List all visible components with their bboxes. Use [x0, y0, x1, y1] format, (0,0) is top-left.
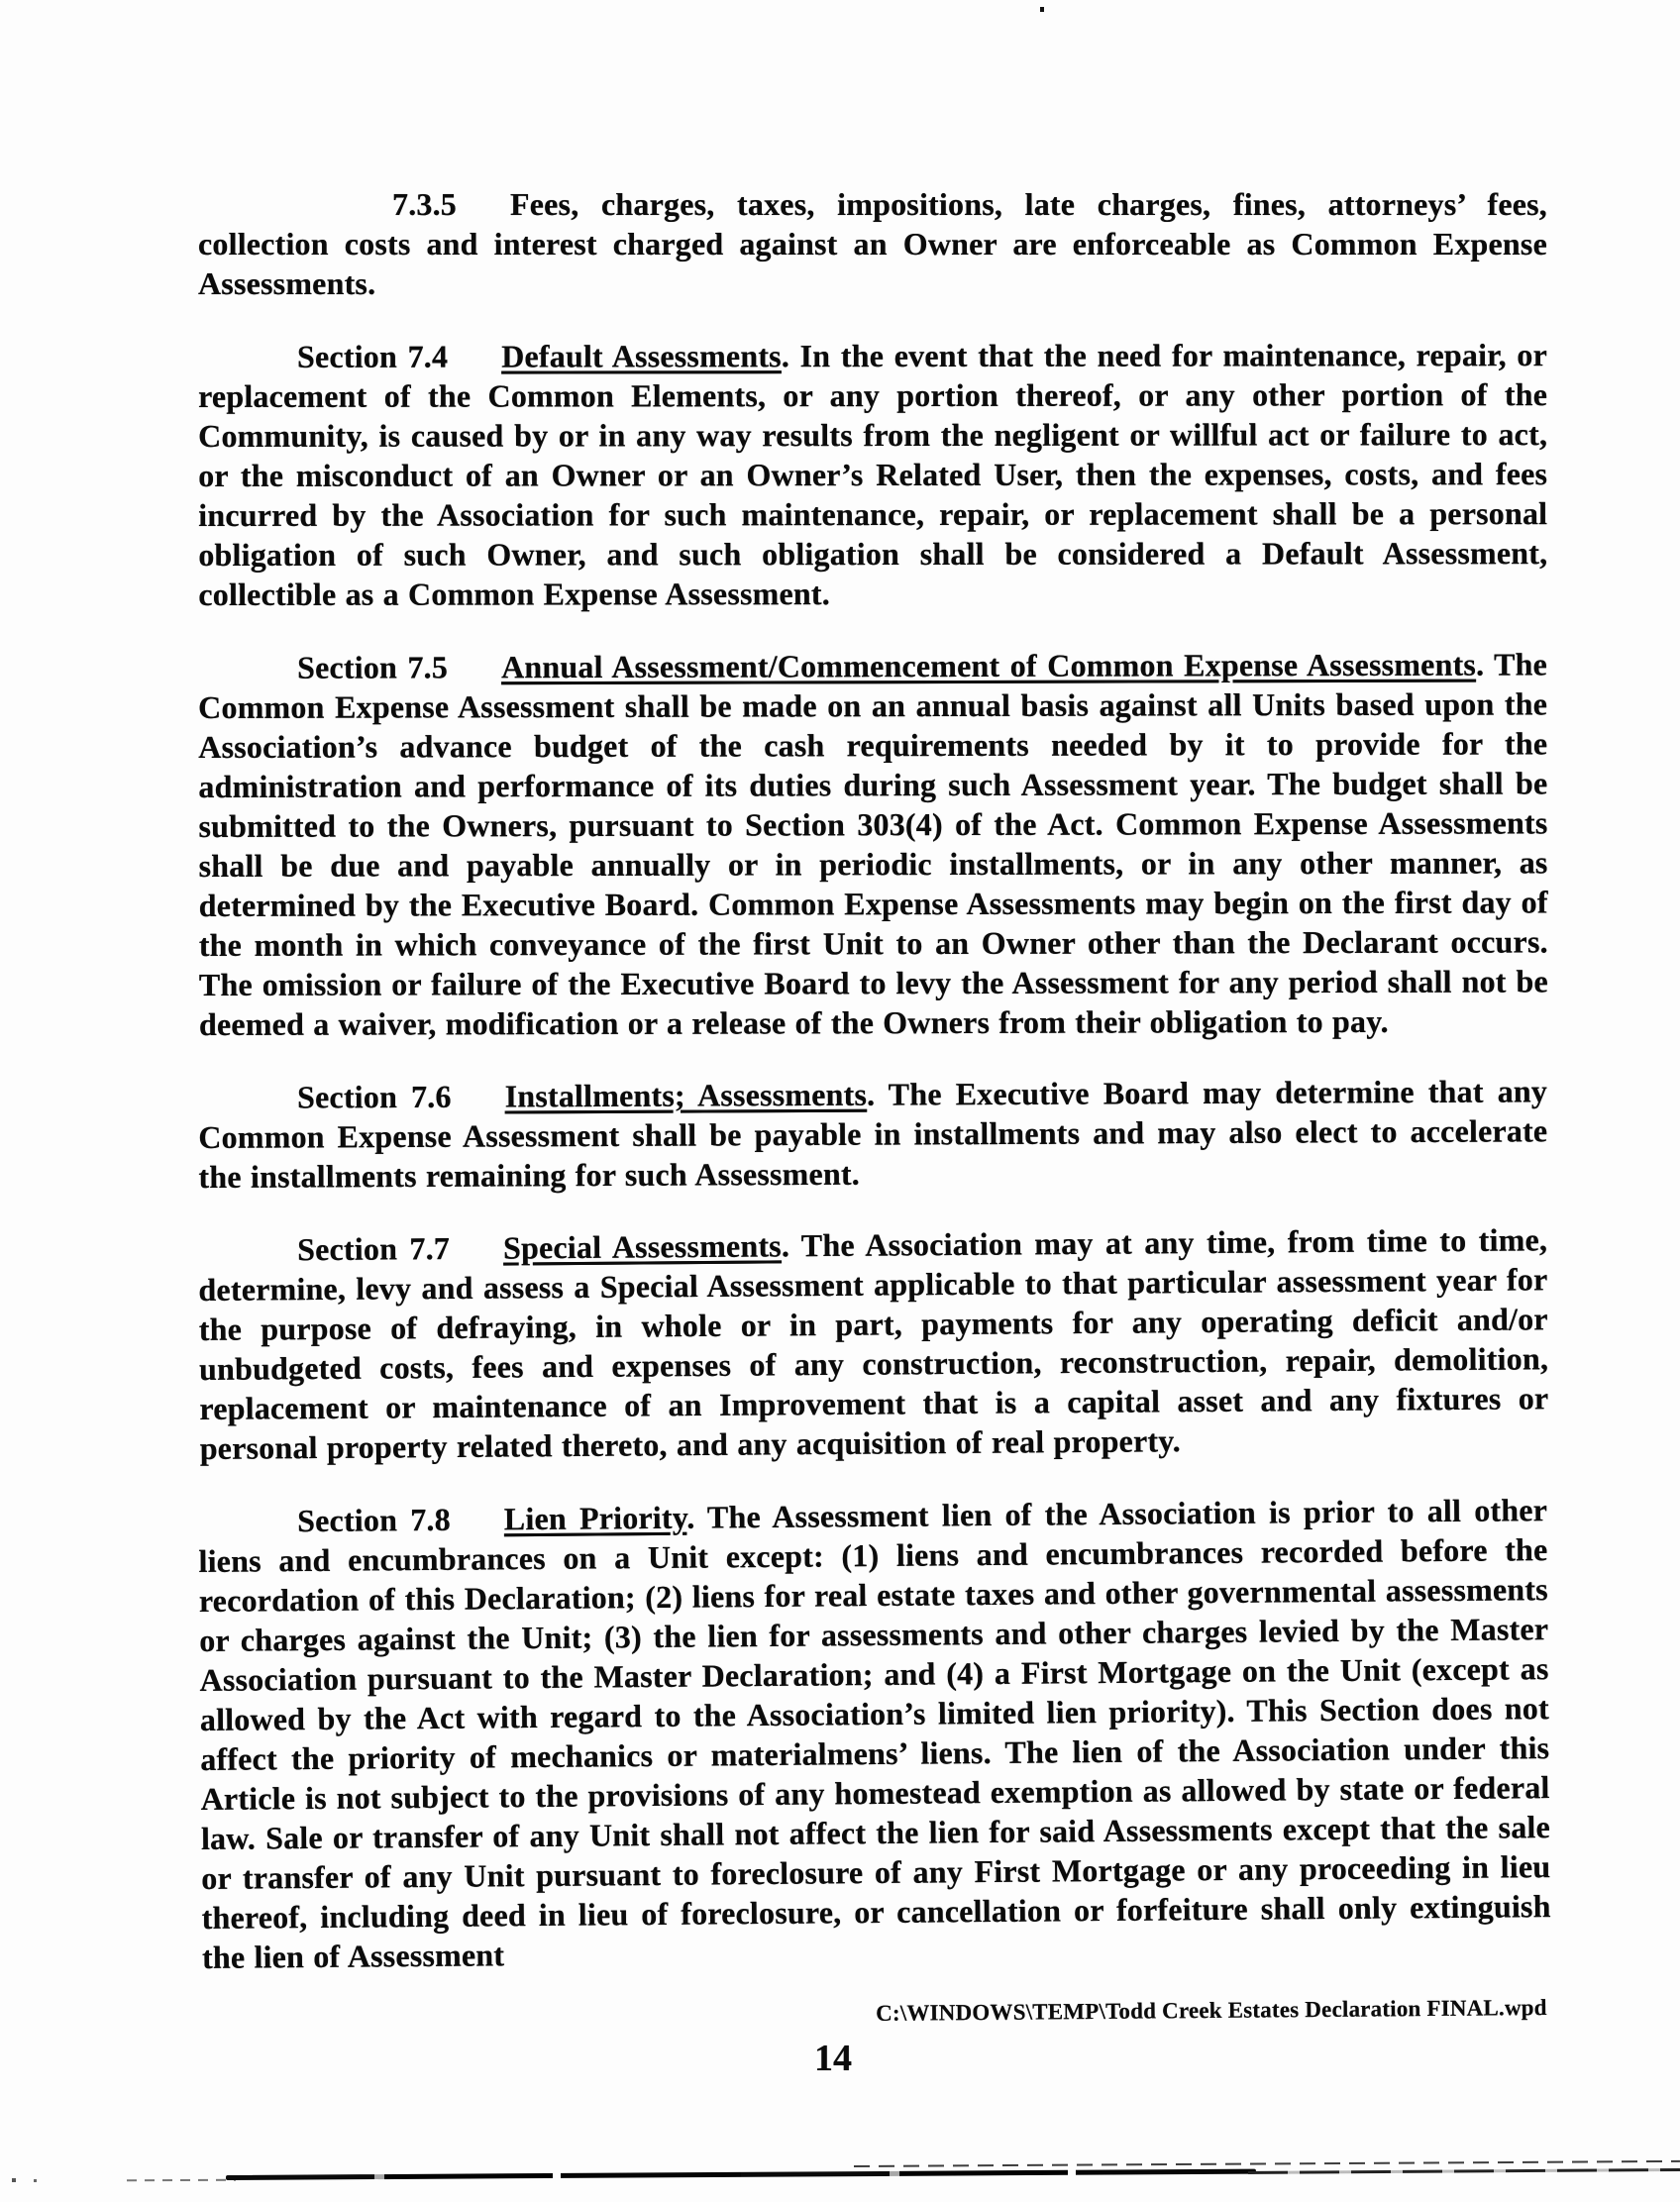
section-body: . In the event that the need for maintenance, repair, or replacement of the Common Elements, or any portion thereof, or any other portion of the Community, is caused by or in any way results from the negligent or willful act or failure to act, or the misconduct of an Owner or an Owner’s Related User, then the expenses, costs, and fees incurred by the Association for such maintenance, repair, or replacement shall be a personal obligation of such Owner, and such obligation shall be considered a Default Assessment, collectible as a Common Expense Assessment.: [198, 337, 1548, 612]
section-body: . The Assessment lien of the Association is prior to all other liens and encumbrances on a Unit except: (1) liens and encumbrances recorded before the recordation of this Declaration; (2) liens for real estate taxes and other governmental assessments or charges against the Unit; (3) the lien for assessments and other charges levied by the Master Association pursuant to the Master Declaration; and (4) a First Mortgage on the Unit (except as allowed by the Act with regard to the Association’s limited lien priority). This Section does not affect the priority of mechanics or materialmens’ liens. The lien of the Association under this Article is not subject to the provisions of any homestead exemption as allowed by state or federal law. Sale or transfer of any Unit shall not affect the lien for said Assessments except that the sale or transfer of any Unit pursuant to foreclosure of any First Mortgage or any proceeding in lieu thereof, including deed in lieu of foreclosure, or cancellation or forfeiture shall only extinguish the lien of Assessment: [198, 1492, 1551, 1975]
section-heading: Special Assessments: [502, 1227, 783, 1266]
first-line-indent: [198, 1260, 297, 1261]
section-heading: Lien Priority: [503, 1499, 687, 1537]
footer-file-path: C:\WINDOWS\TEMP\Todd Creek Estates Declaration FINAL.wpd: [876, 1995, 1548, 2026]
scan-speck-bottom-left-2: [34, 2179, 37, 2182]
section-label: Section 7.5: [297, 649, 449, 685]
first-line-indent: [198, 1531, 297, 1532]
paragraph-section-7-6: [198, 1071, 1548, 1197]
section-label: Section 7.7: [297, 1230, 451, 1268]
section-heading: Annual Assessment/Commencement of Common Expense Assessments: [500, 646, 1477, 685]
section-body: Fees, charges, taxes, impositions, late charges, fines, attorneys’ fees, collection costs and interest charged against an Owner are enforceable as Common Expense Assessments.: [198, 186, 1547, 301]
section-heading: Installments; Assessments: [504, 1076, 868, 1114]
section-label: Section 7.8: [297, 1501, 451, 1539]
paragraph-7-3-5: [198, 184, 1547, 303]
paragraph-section-7-8: [198, 1490, 1551, 1977]
section-label: 7.3.5: [392, 186, 457, 222]
scan-artifact-line-left: [127, 2179, 236, 2182]
paragraph-section-7-5: [198, 644, 1548, 1044]
document-text-column: [198, 184, 1551, 2011]
scan-artifact-line-right: [854, 2160, 1680, 2167]
scan-speck-top: [1040, 7, 1044, 12]
paragraph-section-7-4: [198, 335, 1547, 614]
section-body: . The Executive Board may determine that any Common Expense Assessment shall be payable in installments and may also elect to accelerate the installments remaining for such Assessment.: [198, 1073, 1548, 1195]
scan-artifact-line-main: [226, 2169, 1256, 2180]
section-body: . The Common Expense Assessment shall be made on an annual basis against all Units based upon the Association’s advance budget of the cash requirements needed by it to provide for the administration and performance of its duties during such Assessment year. The budget shall be submitted to the Owners, pursuant to Section 303(4) of the Act. Common Expense Assessments shall be due and payable annually or in periodic installments, or in any other manner, as determined by the Executive Board. Common Expense Assessments may begin on the first day of the month in which conveyance of the first Unit to an Owner other than the Declarant occurs. The omission or failure of the Executive Board to levy the Assessment for any period shall not be deemed a waiver, modification or a release of the Owners from their obligation to pay.: [198, 646, 1548, 1042]
section-body: . The Association may at any time, from time to time, determine, levy and assess a Special Assessment applicable to that particular assessment year for the purpose of defraying, in whole or in part, payments for any operating deficit and/or unbudgeted costs, fees and expenses of any construction, reconstruction, repair, demolition, replacement or maintenance of an Improvement that is a capital asset and any fixtures or personal property related thereto, and any acquisition of real property.: [198, 1221, 1549, 1466]
section-label: Section 7.6: [297, 1078, 452, 1115]
paragraph-section-7-7: [198, 1219, 1549, 1468]
scan-artifact-line-right-2: [1248, 2168, 1680, 2174]
section-heading: Default Assessments: [501, 338, 782, 374]
scan-speck-bottom-left: [12, 2178, 16, 2182]
page-number: 14: [814, 2038, 852, 2079]
section-label: Section 7.4: [297, 338, 449, 374]
